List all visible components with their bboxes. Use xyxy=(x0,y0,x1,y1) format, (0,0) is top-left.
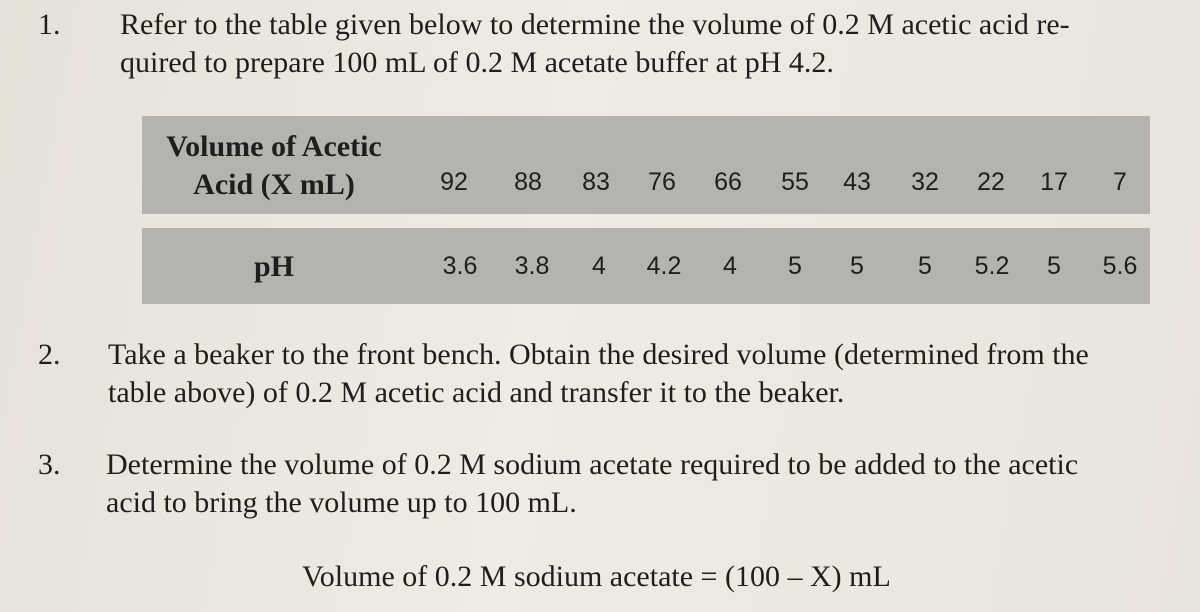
ph-cell: 5.6 xyxy=(1102,252,1138,280)
ph-cell: 4 xyxy=(592,252,606,280)
ph-cell: 5.2 xyxy=(974,252,1010,280)
volume-cell: 43 xyxy=(843,168,871,196)
ph-cell: 3.8 xyxy=(514,252,550,280)
step-2-line-2: table above) of 0.2 M acetic acid and transfer it to the beaker. xyxy=(108,376,845,409)
sodium-acetate-formula: Volume of 0.2 M sodium acetate = (100 – X) mL xyxy=(302,560,891,593)
volume-row xyxy=(142,116,1150,214)
volume-cell: 17 xyxy=(1040,168,1068,196)
step-1-line-2: quired to prepare 100 mL of 0.2 M acetate buffer at pH 4.2. xyxy=(120,46,834,79)
step-1-line-1: Refer to the table given below to determine the volume of 0.2 M acetic acid re- xyxy=(120,8,1070,41)
volume-header-line-2: Acid (X mL) xyxy=(193,168,355,201)
step-3-line-2: acid to bring the volume up to 100 mL. xyxy=(106,486,577,519)
volume-header-line-1: Volume of Acetic xyxy=(166,130,382,163)
volume-cell: 22 xyxy=(977,168,1005,196)
volume-cell: 88 xyxy=(514,168,542,196)
ph-cell: 5 xyxy=(850,252,864,280)
volume-cell: 76 xyxy=(648,168,676,196)
step-2-text xyxy=(108,336,1188,412)
step-3-number: 3. xyxy=(38,448,61,481)
ph-cell: 5 xyxy=(1047,252,1061,280)
ph-cell: 3.6 xyxy=(442,252,478,280)
ph-cell: 5 xyxy=(788,252,802,280)
ph-row-header: pH xyxy=(253,250,295,283)
step-1-number: 1. xyxy=(38,8,61,41)
volume-cell: 92 xyxy=(440,168,468,196)
step-1-text xyxy=(120,6,1200,82)
step-3-text xyxy=(106,446,1196,522)
ph-cell: 4.2 xyxy=(646,252,682,280)
buffer-table xyxy=(142,116,1150,304)
volume-cell: 83 xyxy=(582,168,610,196)
volume-cell: 7 xyxy=(1113,168,1127,196)
ph-cell: 4 xyxy=(723,252,737,280)
volume-cell: 66 xyxy=(714,168,742,196)
step-3-line-1: Determine the volume of 0.2 M sodium acetate required to be added to the acetic xyxy=(106,448,1079,481)
step-2-number: 2. xyxy=(38,338,61,371)
ph-cell: 5 xyxy=(918,252,932,280)
volume-row-header xyxy=(142,128,406,204)
ph-row xyxy=(142,228,1150,304)
volume-cell: 32 xyxy=(911,168,939,196)
volume-cell: 55 xyxy=(781,168,809,196)
step-2-line-1: Take a beaker to the front bench. Obtain the desired volume (determined from the xyxy=(108,338,1089,371)
